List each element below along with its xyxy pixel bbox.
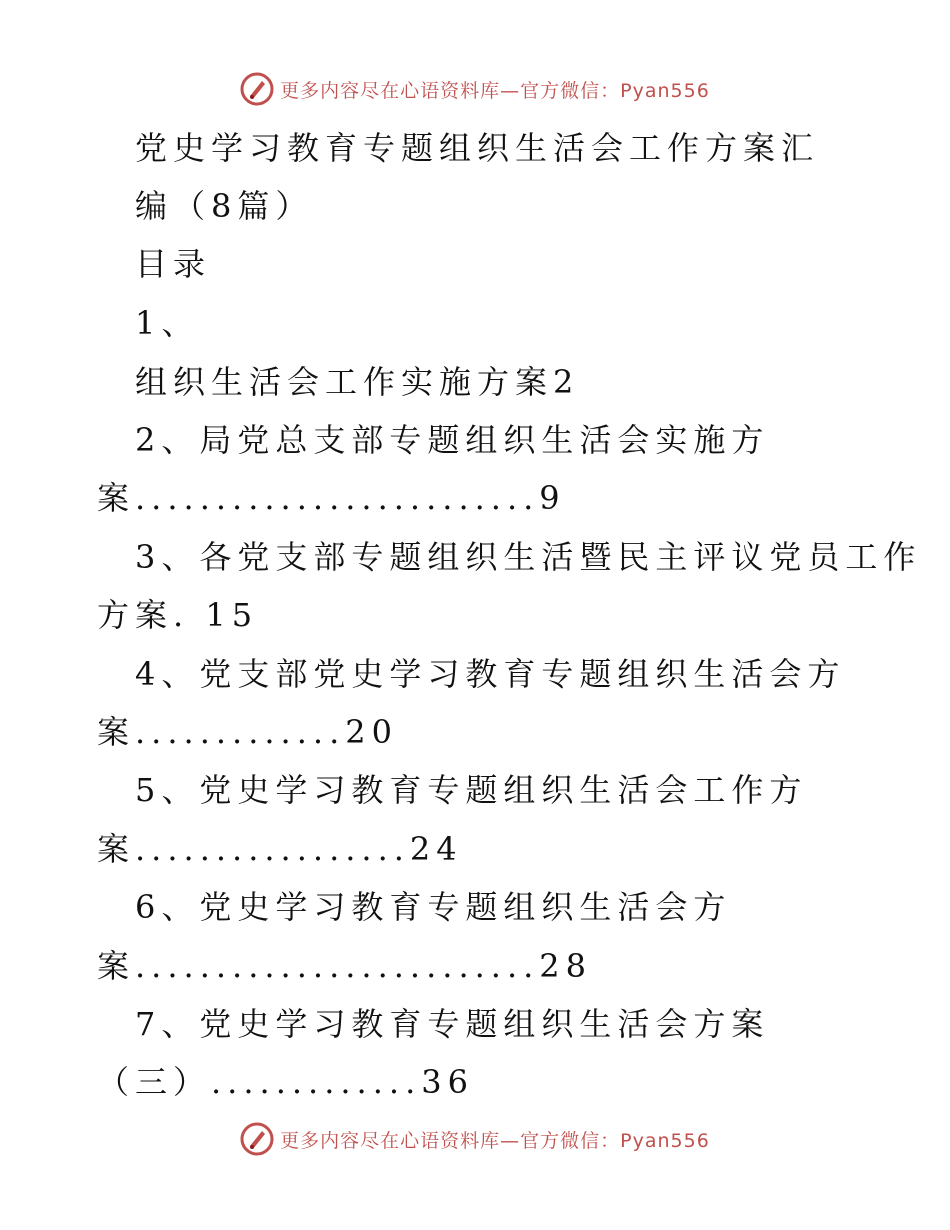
banner-text: 更多内容尽在心语资料库—官方微信：Pyan556	[280, 79, 710, 102]
toc-line: 案.................24	[97, 830, 463, 868]
toc-line: 7、党史学习教育专题组织生活会方案	[135, 1005, 770, 1043]
toc-line: 案.........................28	[97, 947, 593, 985]
pen-logo-icon	[240, 72, 274, 106]
document-title-line-2: 编（8篇）	[135, 187, 314, 225]
toc-line: 3、各党支部专题组织生活暨民主评议党员工作	[135, 538, 922, 576]
toc-line: 案.........................9	[97, 479, 566, 517]
toc-line: 4、党支部党史学习教育专题组织生活会方	[135, 655, 846, 693]
toc-heading: 目录	[135, 245, 212, 283]
pen-logo-icon	[240, 1122, 274, 1156]
toc-line: 2、局党总支部专题组织生活会实施方	[135, 421, 770, 459]
toc-line: 1、	[135, 304, 200, 342]
banner-text: 更多内容尽在心语资料库—官方微信：Pyan556	[280, 1129, 710, 1152]
header-banner	[0, 72, 950, 106]
toc-line: 6、党史学习教育专题组织生活会方	[135, 888, 732, 926]
footer-banner	[0, 1122, 950, 1156]
toc-line: 5、党史学习教育专题组织生活会工作方	[135, 771, 808, 809]
toc-line: 方案. 15	[97, 596, 259, 634]
document-title-line-1: 党史学习教育专题组织生活会工作方案汇	[135, 129, 820, 167]
toc-line: （三）.............36	[97, 1063, 474, 1101]
toc-line: 案.............20	[97, 713, 398, 751]
toc-line: 组织生活会工作实施方案2	[135, 363, 580, 401]
